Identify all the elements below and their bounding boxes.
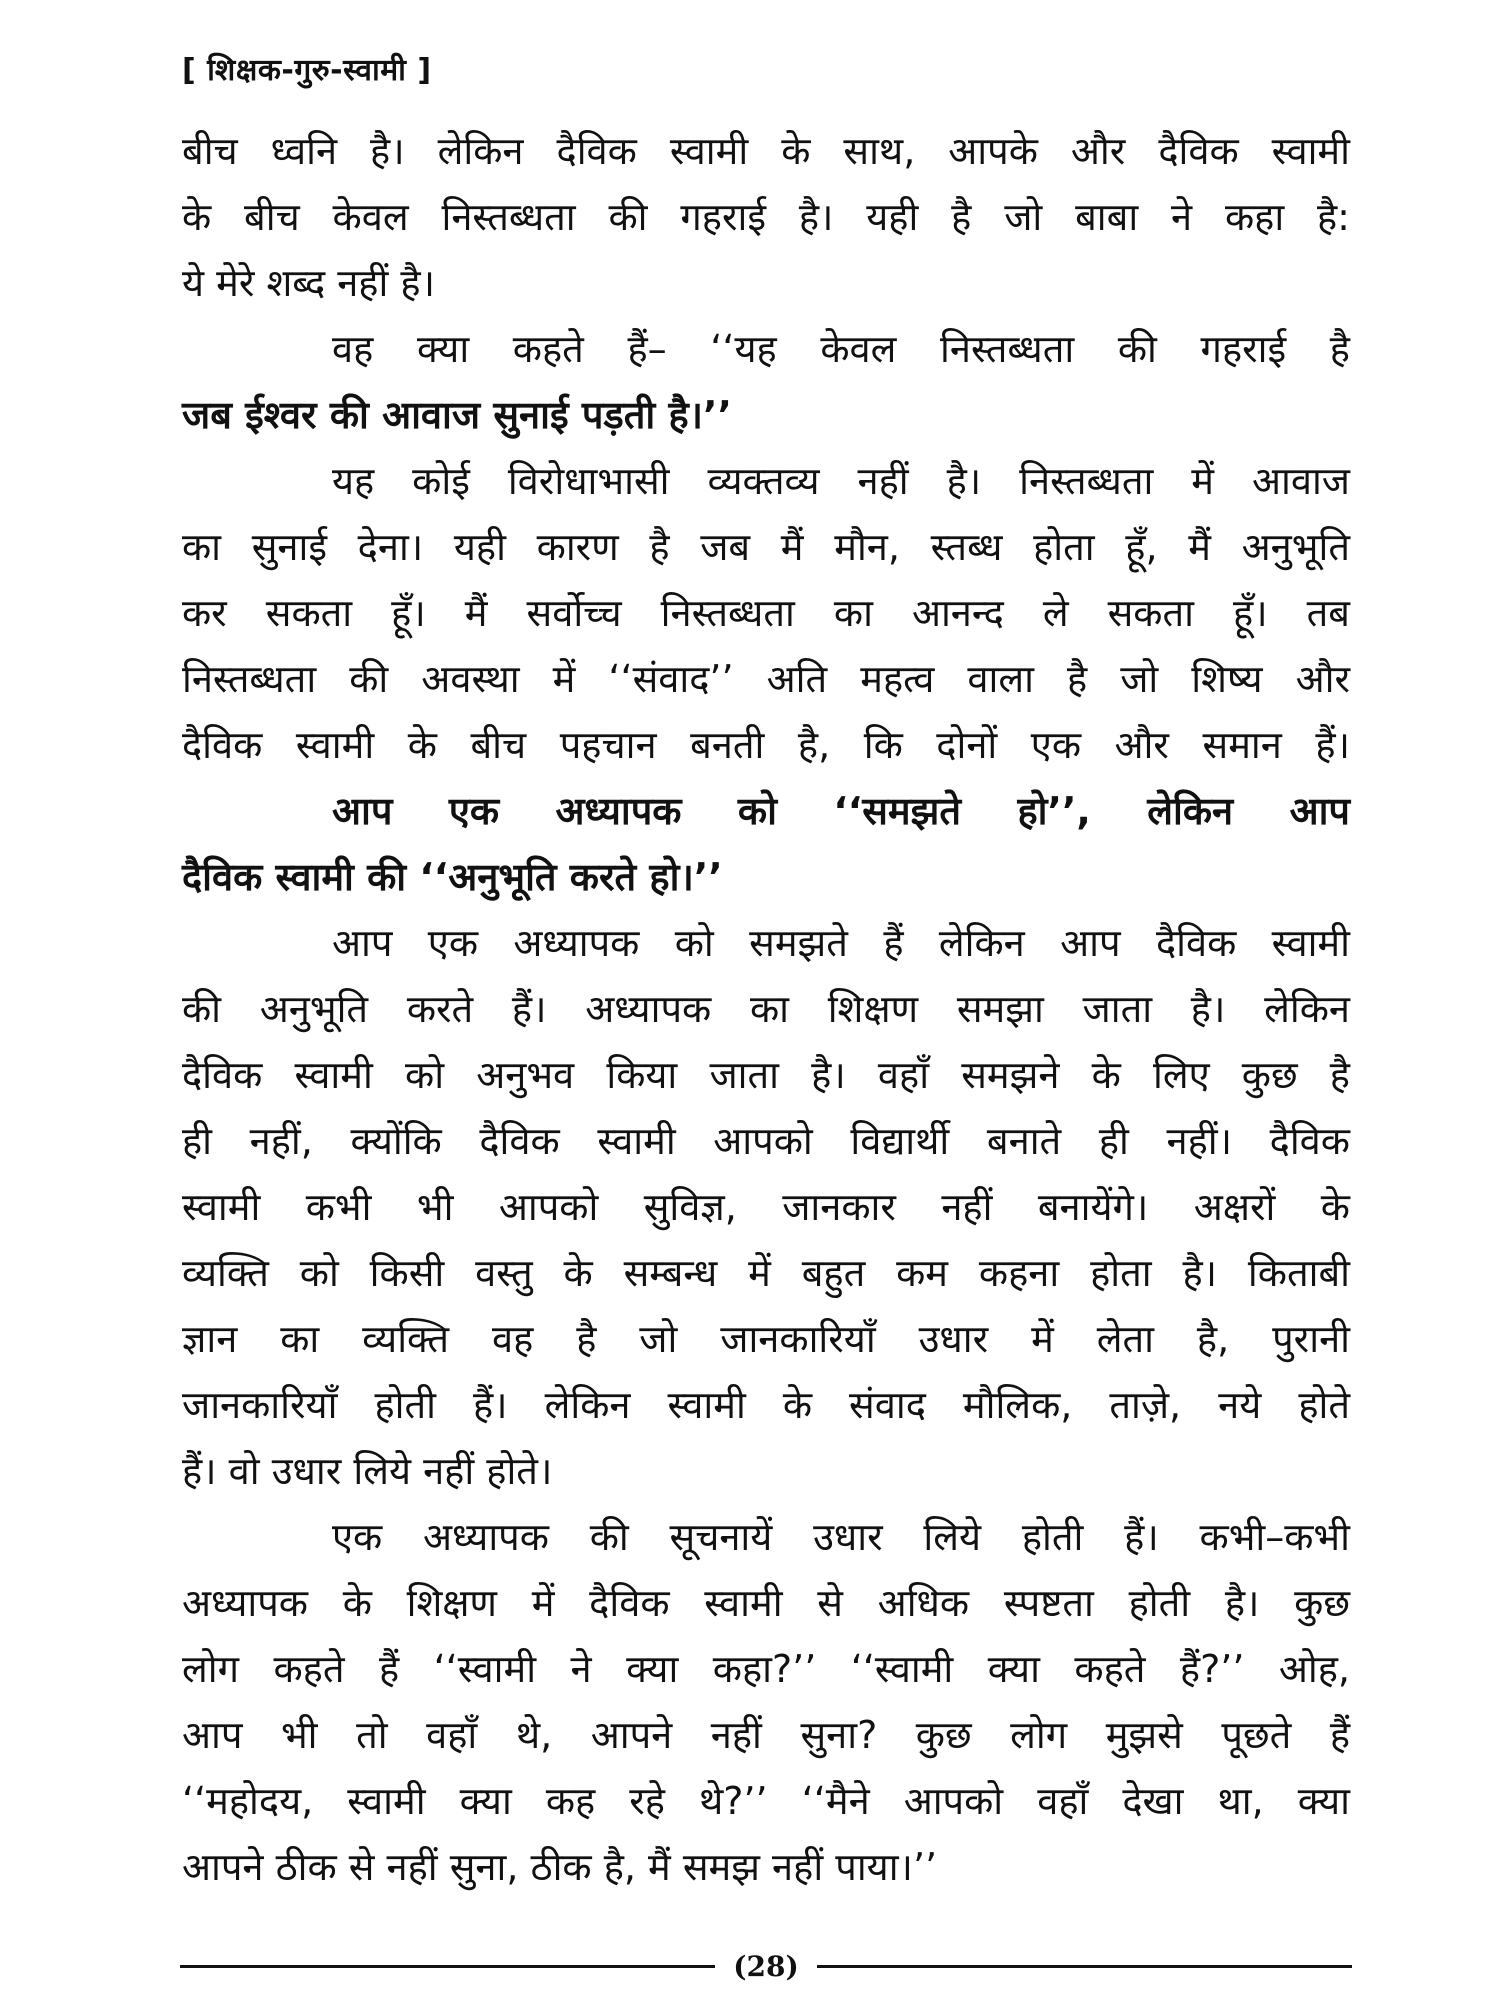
body-text [182,118,1350,1900]
text-line: लोग कहते हैं ‘‘स्वामी ने क्या कहा?’’ ‘‘स्वामी क्या कहते हैं?’’ ओह, [182,1647,1350,1691]
text-line: निस्तब्धता की अवस्था में ‘‘संवाद’’ अति महत्व वाला है जो शिष्य और [182,657,1350,701]
text-line: के बीच केवल निस्तब्धता की गहराई है। यही है जो बाबा ने कहा है: [182,195,1350,239]
text-line: बीच ध्वनि है। लेकिन दैविक स्वामी के साथ, आपके और दैविक स्वामी [182,129,1350,173]
text-line: ज्ञान का व्यक्ति वह है जो जानकारियाँ उधार में लेता है, पुरानी [182,1317,1350,1361]
text-line: ये मेरे शब्द नहीं है। [182,261,435,305]
text-line: यह कोई विरोधाभासी व्यक्तव्य नहीं है। निस्तब्धता में आवाज [332,459,1350,503]
text-line: व्यक्ति को किसी वस्तु के सम्बन्ध में बहुत कम कहना होता है। किताबी [182,1251,1350,1295]
text-line: स्वामी कभी भी आपको सुविज्ञ, जानकार नहीं बनायेंगे। अक्षरों के [182,1185,1350,1229]
text-line: एक अध्यापक की सूचनायें उधार लिये होती हैं। कभी–कभी [332,1515,1350,1559]
text-line: ‘‘महोदय, स्वामी क्या कह रहे थे?’’ ‘‘मैने आपको वहाँ देखा था, क्या [182,1779,1350,1823]
emphasis-line: आप एक अध्यापक को ‘‘समझते हो’’, लेकिन आप [332,789,1350,833]
page-number: (28) [733,1949,799,1983]
text-line: की अनुभूति करते हैं। अध्यापक का शिक्षण समझा जाता है। लेकिन [182,987,1350,1031]
text-line: आप भी तो वहाँ थे, आपने नहीं सुना? कुछ लोग मुझसे पूछते हैं [182,1713,1350,1757]
text-line: ही नहीं, क्योंकि दैविक स्वामी आपको विद्यार्थी बनाते ही नहीं। दैविक [182,1119,1350,1163]
running-header: [ शिक्षक-गुरु-स्वामी ] [182,53,432,88]
text-line: का सुनाई देना। यही कारण है जब मैं मौन, स्तब्ध होता हूँ, मैं अनुभूति [182,525,1350,569]
text-line: दैविक स्वामी के बीच पहचान बनती है, कि दोनों एक और समान हैं। [182,723,1350,767]
text-line: जानकारियाँ होती हैं। लेकिन स्वामी के संवाद मौलिक, ताज़े, नये होते [182,1383,1350,1427]
text-line: अध्यापक के शिक्षण में दैविक स्वामी से अधिक स्पष्टता होती है। कुछ [182,1581,1350,1625]
emphasis-line: दैविक स्वामी की ‘‘अनुभूति करते हो।’’ [182,855,723,899]
text-line: आप एक अध्यापक को समझते हैं लेकिन आप दैविक स्वामी [332,921,1350,965]
text-line: आपने ठीक से नहीं सुना, ठीक है, मैं समझ नहीं पाया।’’ [182,1845,938,1889]
footer-rule-right [817,1965,1352,1968]
text-line: वह क्या कहते हैं– ‘‘यह केवल निस्तब्धता की गहराई है [332,327,1350,371]
text-line: दैविक स्वामी को अनुभव किया जाता है। वहाँ समझने के लिए कुछ है [182,1053,1350,1097]
footer-rule-left [180,1965,715,1968]
text-line: कर सकता हूँ। मैं सर्वोच्च निस्तब्धता का आनन्द ले सकता हूँ। तब [182,591,1350,635]
page-footer [180,1946,1352,1986]
text-line: हैं। वो उधार लिये नहीं होते। [182,1449,553,1493]
quote-line: जब ईश्वर की आवाज सुनाई पड़ती है।’’ [182,393,732,437]
